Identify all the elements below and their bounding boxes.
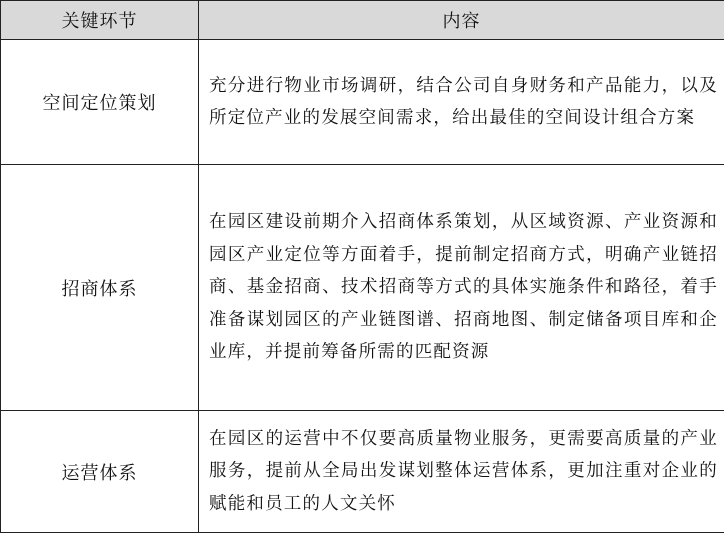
table-row (1, 40, 724, 165)
stage-cell: 招商体系 (1, 165, 199, 411)
content-cell: 在园区建设前期介入招商体系策划，从区域资源、产业资源和园区产业定位等方面着手，提前制定招商方式，明确产业链招商、基金招商、技术招商等方式的具体实施条件和路径，着手准备谋划园区的产业链图谱、招商地图、制定储备项目库和企业库，并提前筹备所需的匹配资源 (199, 165, 724, 411)
table-row (1, 165, 724, 411)
content-cell: 在园区的运营中不仅要高质量物业服务，更需要高质量的产业服务，提前从全局出发谋划整体运营体系，更加注重对企业的赋能和员工的人文关怀 (199, 411, 724, 533)
stage-cell: 运营体系 (1, 411, 199, 533)
header-content: 内容 (199, 1, 724, 40)
stage-cell: 空间定位策划 (1, 40, 199, 165)
table-row (1, 411, 724, 533)
header-stage: 关键环节 (1, 1, 199, 40)
content-cell: 充分进行物业市场调研，结合公司自身财务和产品能力，以及所定位产业的发展空间需求，给出最佳的空间设计组合方案 (199, 40, 724, 165)
header-row (1, 1, 724, 40)
